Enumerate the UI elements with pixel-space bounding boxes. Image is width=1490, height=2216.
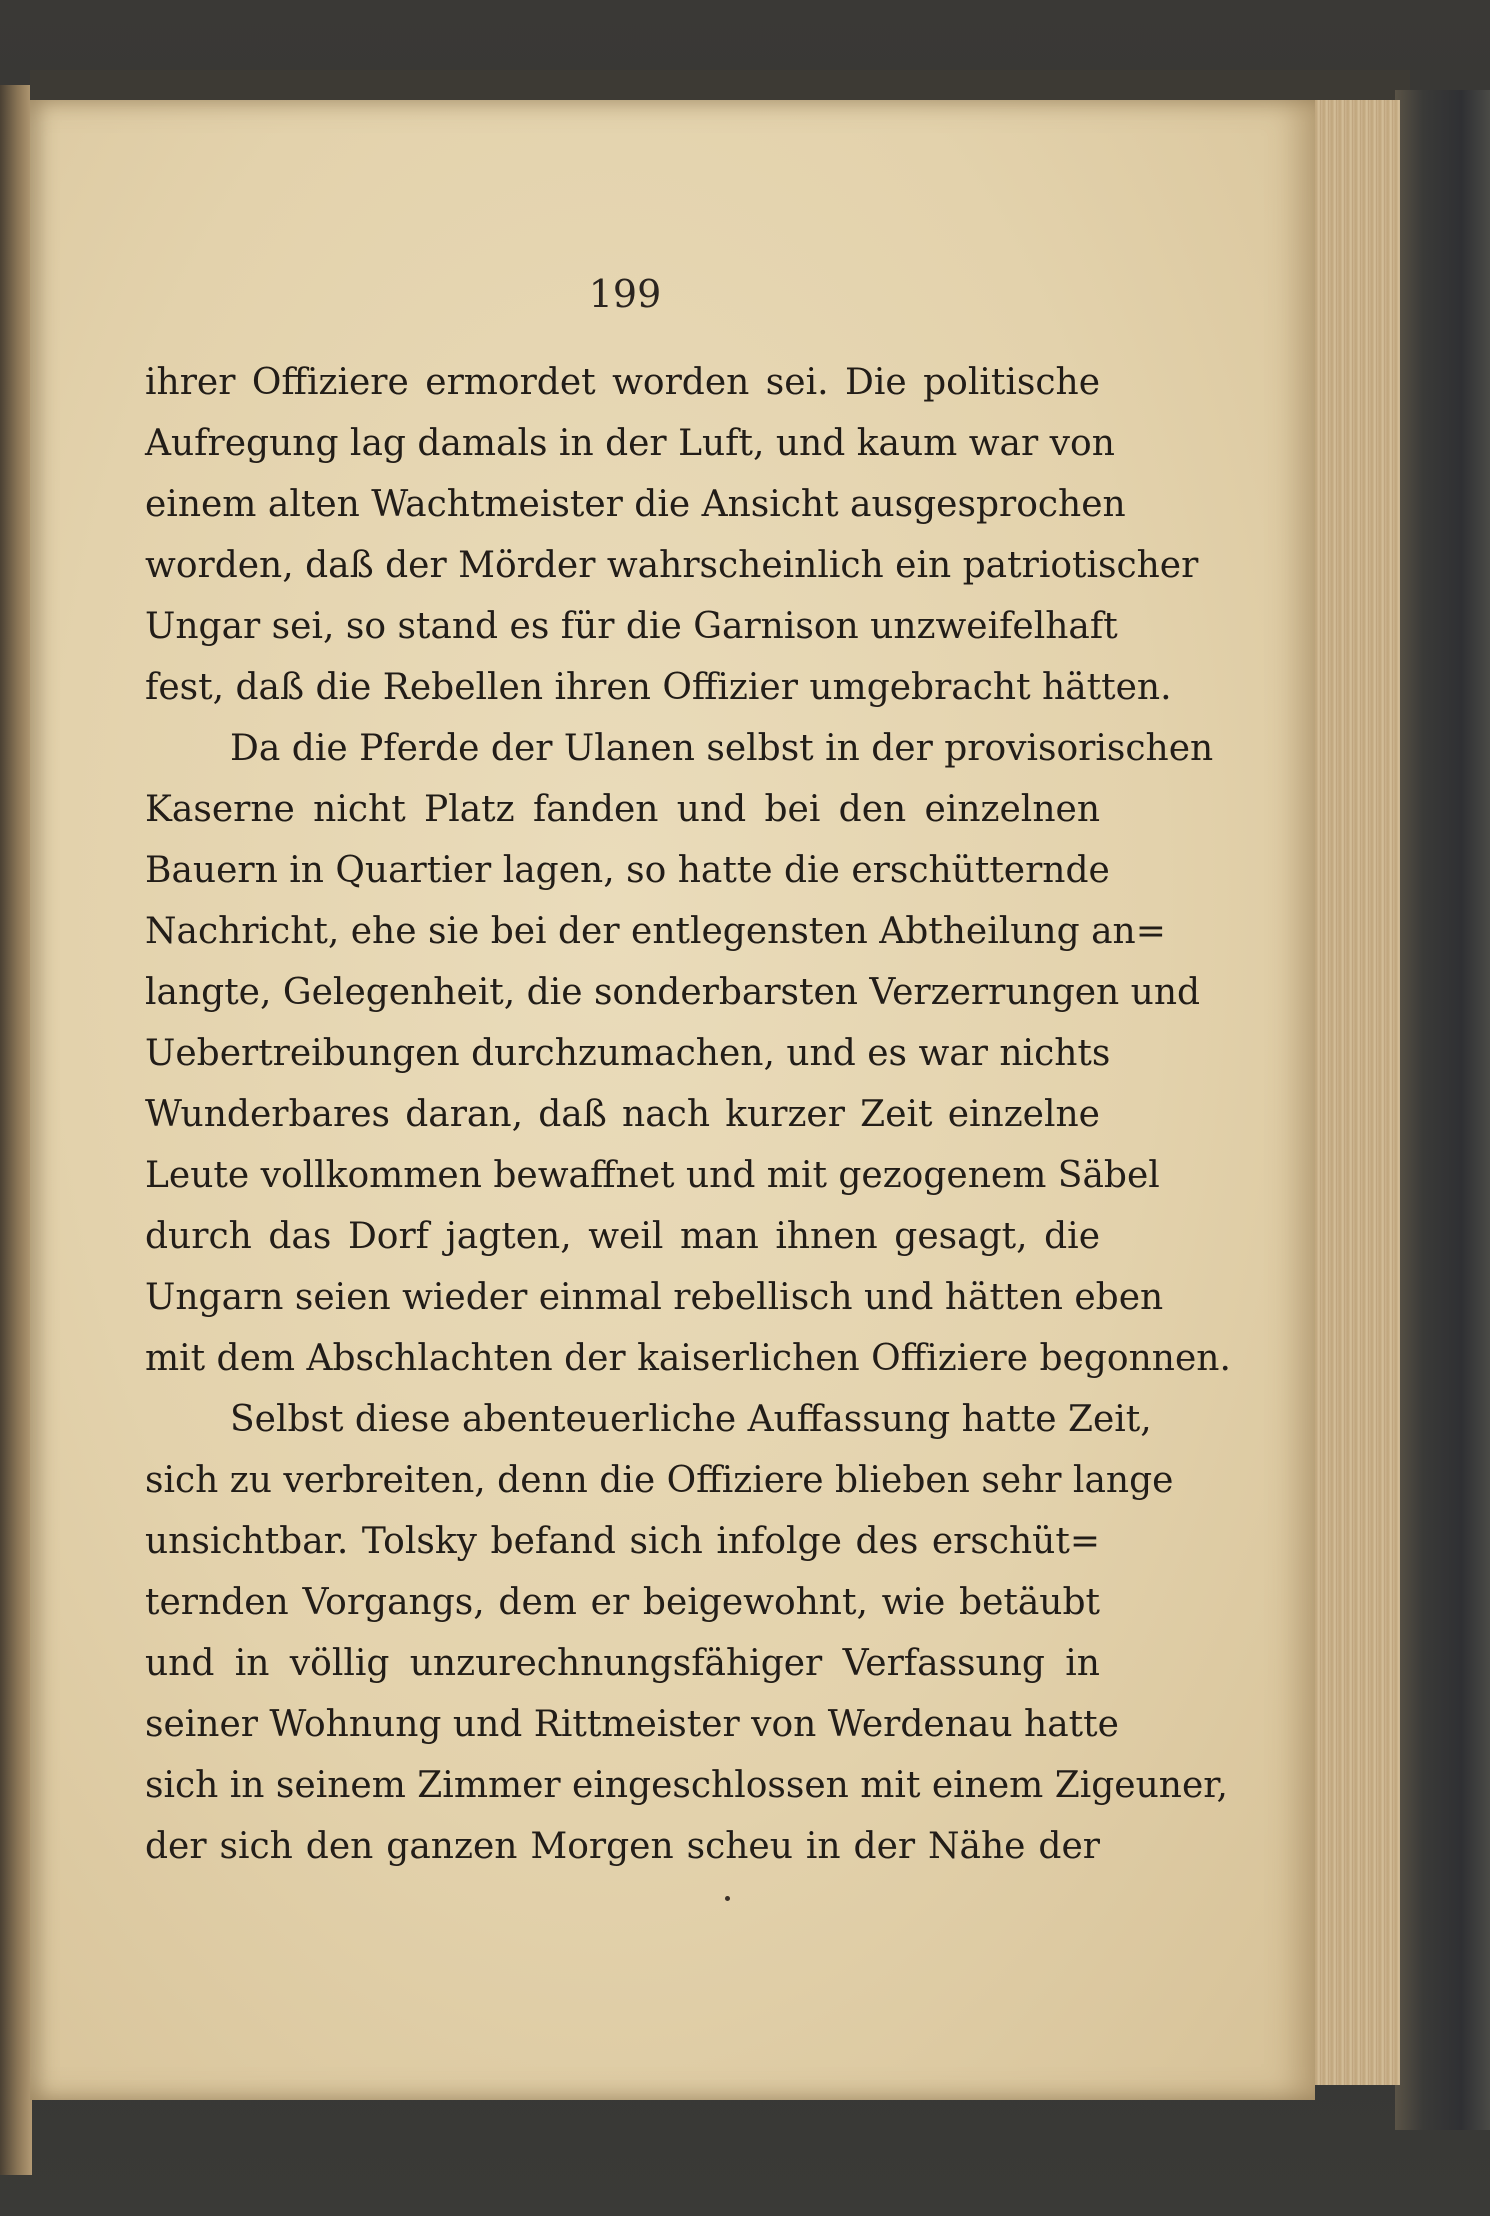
text-line: sich in seinem Zimmer eingeschlossen mit einem Zigeuner, — [145, 1765, 1228, 1806]
text-line: Da die Pferde der Ulanen selbst in der provisorischen — [230, 728, 1214, 769]
text-line: durch das Dorf jagten, weil man ihnen gesagt, die — [145, 1216, 1100, 1257]
text-line: ternden Vorgangs, dem er beigewohnt, wie betäubt — [145, 1582, 1100, 1623]
text-line: Uebertreibungen durchzumachen, und es war nichts — [145, 1033, 1111, 1074]
top-cover-edge — [30, 70, 1410, 100]
text-line: der sich den ganzen Morgen scheu in der Nähe der — [145, 1826, 1100, 1867]
page-number: 199 — [588, 272, 662, 316]
text-line: seiner Wohnung und Rittmeister von Werdenau hatte — [145, 1704, 1119, 1745]
text-line: einem alten Wachtmeister die Ansicht ausgesprochen — [145, 484, 1126, 525]
text-line: Aufregung lag damals in der Luft, und kaum war von — [145, 423, 1115, 464]
text-line: Bauern in Quartier lagen, so hatte die erschütternde — [145, 850, 1110, 891]
text-line: Leute vollkommen bewaffnet und mit gezogenem Säbel — [145, 1155, 1160, 1196]
left-book-cover — [0, 85, 32, 2175]
right-book-cover — [1395, 90, 1490, 2130]
page-edges — [1305, 100, 1400, 2085]
text-line: worden, daß der Mörder wahrscheinlich ein patriotischer — [145, 545, 1199, 586]
text-line: Wunderbares daran, daß nach kurzer Zeit einzelne — [145, 1094, 1100, 1135]
text-line: Kaserne nicht Platz fanden und bei den einzelnen — [145, 789, 1100, 830]
text-line: langte, Gelegenheit, die sonderbarsten Verzerrungen und — [145, 972, 1201, 1013]
text-line: ihrer Offiziere ermordet worden sei. Die politische — [145, 362, 1100, 403]
text-line: sich zu verbreiten, denn die Offiziere blieben sehr lange — [145, 1460, 1174, 1501]
text-line: und in völlig unzurechnungsfähiger Verfassung in — [145, 1643, 1100, 1684]
text-line: fest, daß die Rebellen ihren Offizier umgebracht hätten. — [145, 667, 1172, 708]
text-line: mit dem Abschlachten der kaiserlichen Offiziere begonnen. — [145, 1338, 1231, 1379]
text-line: Selbst diese abenteuerliche Auffassung hatte Zeit, — [230, 1399, 1152, 1440]
text-line: Nachricht, ehe sie bei der entlegensten Abtheilung an= — [145, 911, 1166, 952]
page-body-text — [145, 352, 1231, 1877]
text-line: unsichtbar. Tolsky befand sich infolge des erschüt= — [145, 1521, 1100, 1562]
text-line: Ungar sei, so stand es für die Garnison unzweifelhaft — [145, 606, 1118, 647]
ink-speck — [725, 1896, 730, 1901]
text-line: Ungarn seien wieder einmal rebellisch und hätten eben — [145, 1277, 1164, 1318]
